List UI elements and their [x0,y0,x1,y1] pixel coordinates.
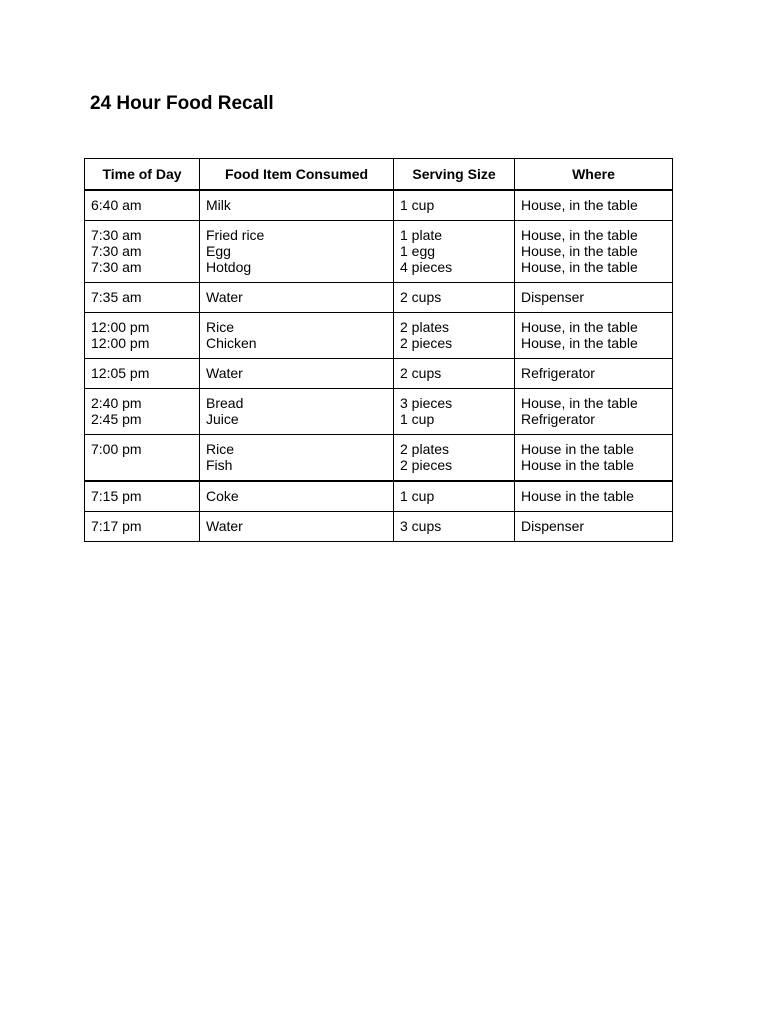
time-cell [85,359,200,389]
header-serving-size: Serving Size [394,159,515,191]
time-cell [85,512,200,542]
food-value: Water [206,365,243,381]
time-value: 7:17 pm [91,518,142,534]
serving-cell [394,283,515,313]
where-cell [515,389,673,435]
time-cell [85,190,200,221]
food-value: Coke [206,488,239,504]
where-cell [515,190,673,221]
serving-cell [394,221,515,283]
serving-value: 1 cup [400,197,435,213]
serving-value: 3 pieces [400,395,453,411]
food-cell [200,512,394,542]
food-value: Rice [206,319,235,335]
where-value: Dispenser [521,518,585,534]
where-value: Refrigerator [521,411,595,427]
where-value: House, in the table [521,259,638,275]
food-value: Milk [206,197,231,213]
food-cell [200,221,394,283]
serving-value: 1 cup [400,488,435,504]
food-value: Water [206,289,243,305]
where-cell [515,481,673,512]
food-cell [200,313,394,359]
food-cell [200,481,394,512]
food-cell [200,435,394,482]
time-cell [85,389,200,435]
time-cell [85,481,200,512]
serving-cell [394,359,515,389]
time-value: 6:40 am [91,197,142,213]
where-value: House in the table [521,488,634,504]
food-value: Fish [206,457,233,473]
where-value: House in the table [521,457,634,473]
time-cell [85,313,200,359]
time-cell [85,221,200,283]
time-value: 2:45 pm [91,411,142,427]
where-value: House, in the table [521,243,638,259]
time-value: 7:30 am [91,259,142,275]
where-value: House, in the table [521,335,638,351]
food-cell [200,389,394,435]
serving-cell [394,435,515,482]
serving-cell [394,481,515,512]
header-where: Where [515,159,673,191]
where-cell [515,512,673,542]
table-row [85,512,673,542]
table-row [85,389,673,435]
where-value: Refrigerator [521,365,595,381]
time-cell [85,435,200,482]
where-value: House in the table [521,441,634,457]
where-value: Dispenser [521,289,585,305]
page-title: 24 Hour Food Recall [90,93,274,114]
where-value: House, in the table [521,227,638,243]
serving-value: 2 pieces [400,457,453,473]
time-value: 2:40 pm [91,395,142,411]
table-header-row [85,159,673,191]
header-food-item-consumed: Food Item Consumed [200,159,394,191]
food-value: Chicken [206,335,257,351]
food-cell [200,190,394,221]
where-cell [515,359,673,389]
where-value: House, in the table [521,319,638,335]
food-value: Bread [206,395,244,411]
where-cell [515,435,673,482]
time-value: 7:30 am [91,243,142,259]
where-value: House, in the table [521,395,638,411]
time-value: 12:00 pm [91,335,150,351]
serving-value: 2 plates [400,319,450,335]
food-cell [200,359,394,389]
serving-value: 3 cups [400,518,442,534]
time-value: 7:35 am [91,289,142,305]
time-value: 12:00 pm [91,319,150,335]
serving-value: 1 cup [400,411,435,427]
serving-value: 2 pieces [400,335,453,351]
where-cell [515,283,673,313]
serving-value: 1 plate [400,227,443,243]
header-time-of-day: Time of Day [85,159,200,191]
food-value: Hotdog [206,259,252,275]
serving-value: 2 cups [400,365,442,381]
table-row [85,435,673,482]
time-value: 12:05 pm [91,365,150,381]
where-cell [515,313,673,359]
table-row [85,190,673,221]
table-row [85,283,673,313]
table-row [85,221,673,283]
food-value: Fried rice [206,227,265,243]
where-cell [515,221,673,283]
food-value: Rice [206,441,235,457]
serving-cell [394,512,515,542]
serving-cell [394,389,515,435]
time-value: 7:00 pm [91,441,142,457]
food-value: Water [206,518,243,534]
serving-value: 4 pieces [400,259,453,275]
food-value: Egg [206,243,231,259]
table-row [85,359,673,389]
serving-value: 2 plates [400,441,450,457]
serving-value: 1 egg [400,243,436,259]
time-value: 7:30 am [91,227,142,243]
table-row [85,313,673,359]
table-row [85,481,673,512]
serving-value: 2 cups [400,289,442,305]
food-value: Juice [206,411,239,427]
food-cell [200,283,394,313]
time-value: 7:15 pm [91,488,142,504]
serving-cell [394,190,515,221]
time-cell [85,283,200,313]
where-value: House, in the table [521,197,638,213]
food-recall-table [84,158,673,542]
serving-cell [394,313,515,359]
